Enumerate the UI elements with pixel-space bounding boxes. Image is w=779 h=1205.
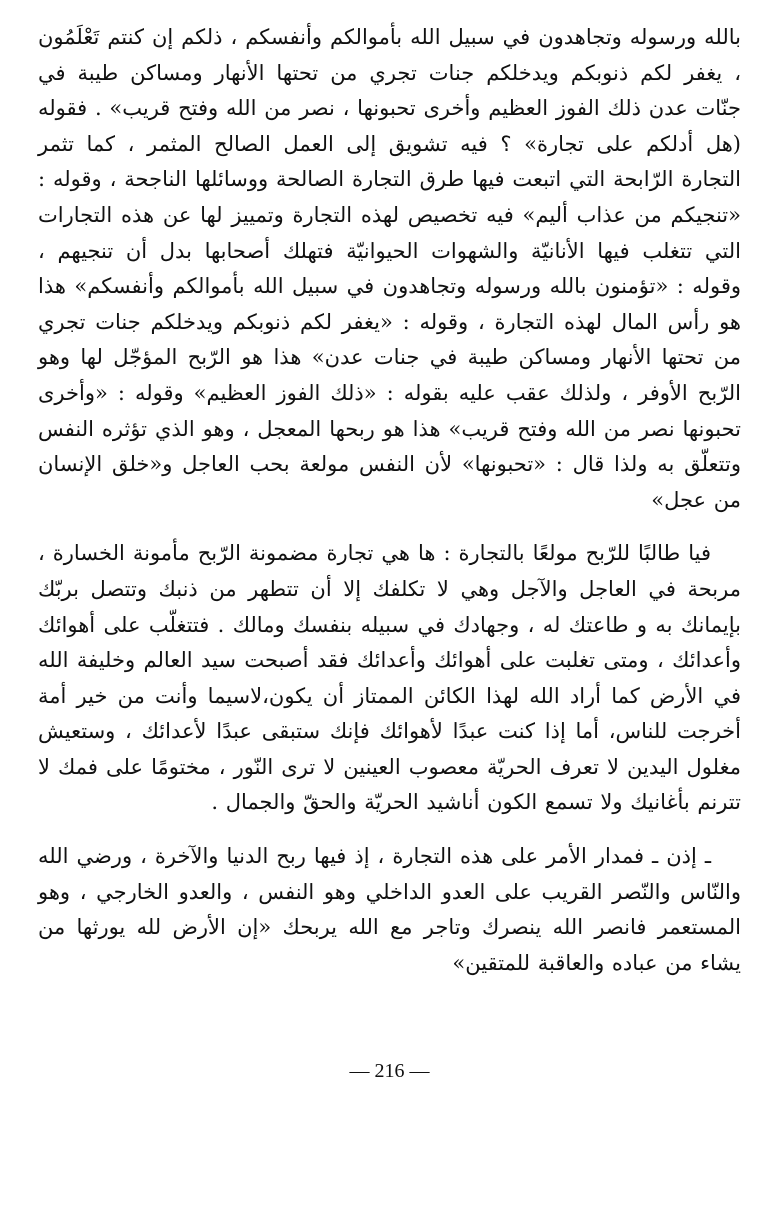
paragraph-3: ـ إذن ـ فمدار الأمر على هذه التجارة ، إذ فيها ربح الدنيا والآخرة ، ورضي الله والنّاس والنّصر القريب على العدو الداخلي وهو النفس ، والعدو الخارجي ، وهو المستعمر فانصر الله ينصرك وتاجر مع الله يربحك «إن الأرض لله يورثها من يشاء من عباده والعاقبة للمتقين» <box>38 844 741 975</box>
paragraph-2: فيا طالبًا للرّبح مولعًا بالتجارة : ها هي تجارة مضمونة الرّبح مأمونة الخسارة ، مربحة في العاجل والآجل وهي لا تكلفك إلا أن تتطهر من ذنبك وتتصل بربّك بإيمانك به و طاعتك له ، وجهادك في سبيله بنفسك ومالك . فتتغلّب على أهوائك وأعدائك ، ومتى تغلبت على أهوائك وأعدائك فقد أصبحت سيد العالم وخليفة الله في الأرض كما أراد الله لهذا الكائن الممتاز أن يكون،لاسيما وأنت من خير أمة أخرجت للناس، أما إذا كنت عبدًا لأهوائك فإنك ستبقى عبدًا لأعدائك ، وستعيش مغلول اليدين لا تعرف الحريّة معصوب العينين لا ترى النّور ، مختومًا على فمك لا تترنم بأغانيك ولا تسمع الكون أناشيد الحريّة والحقّ والجمال . <box>38 541 741 815</box>
paragraph-1: بالله ورسوله وتجاهدون في سبيل الله بأموالكم وأنفسكم ، ذلكم إن كنتم تَعْلَمُون ، يغفر لكم ذنوبكم ويدخلكم جنات تجري من تحتها الأنهار ومساكن طيبة في جنّات عدن ذلك الفوز العظيم وأخرى تحبونها ، نصر من الله وفتح قريب» . فقوله (هل أدلكم على تجارة» ؟ فيه تشويق إلى العمل الصالح المثمر ، كما تثمر التجارة الرّابحة التي اتبعت فيها طرق التجارة الصالحة ووسائلها الناجحة ، وقوله : «تنجيكم من عذاب أليم» فيه تخصيص لهذه التجارة وتمييز لها عن هذه التجارات التي تتغلب فيها الأنانيّة والشهوات الحيوانيّة فتهلك أصحابها بدل أن تنجيهم ، وقوله : «تؤمنون بالله ورسوله وتجاهدون في سبيل الله بأموالكم وأنفسكم» هذا هو رأس المال لهذه التجارة ، وقوله : «يغفر لكم ذنوبكم ويدخلكم جنات تجري من تحتها الأنهار ومساكن طيبة في جنات عدن» هذا هو الرّبح المؤجّل لها وهو الرّبح الأوفر ، ولذلك عقب عليه بقوله : «ذلك الفوز العظيم» وقوله : «وأخرى تحبونها نصر من الله وفتح قريب» هذا هو ربحها المعجل ، وهو الذي تؤثره النفس وتتعلّق به ولذا قال : «تحبونها» لأن النفس مولعة بحب العاجل و«خلق الإنسان من عجل» <box>38 25 741 512</box>
page-body <box>38 20 741 981</box>
page-number: — 216 — <box>349 1060 430 1082</box>
